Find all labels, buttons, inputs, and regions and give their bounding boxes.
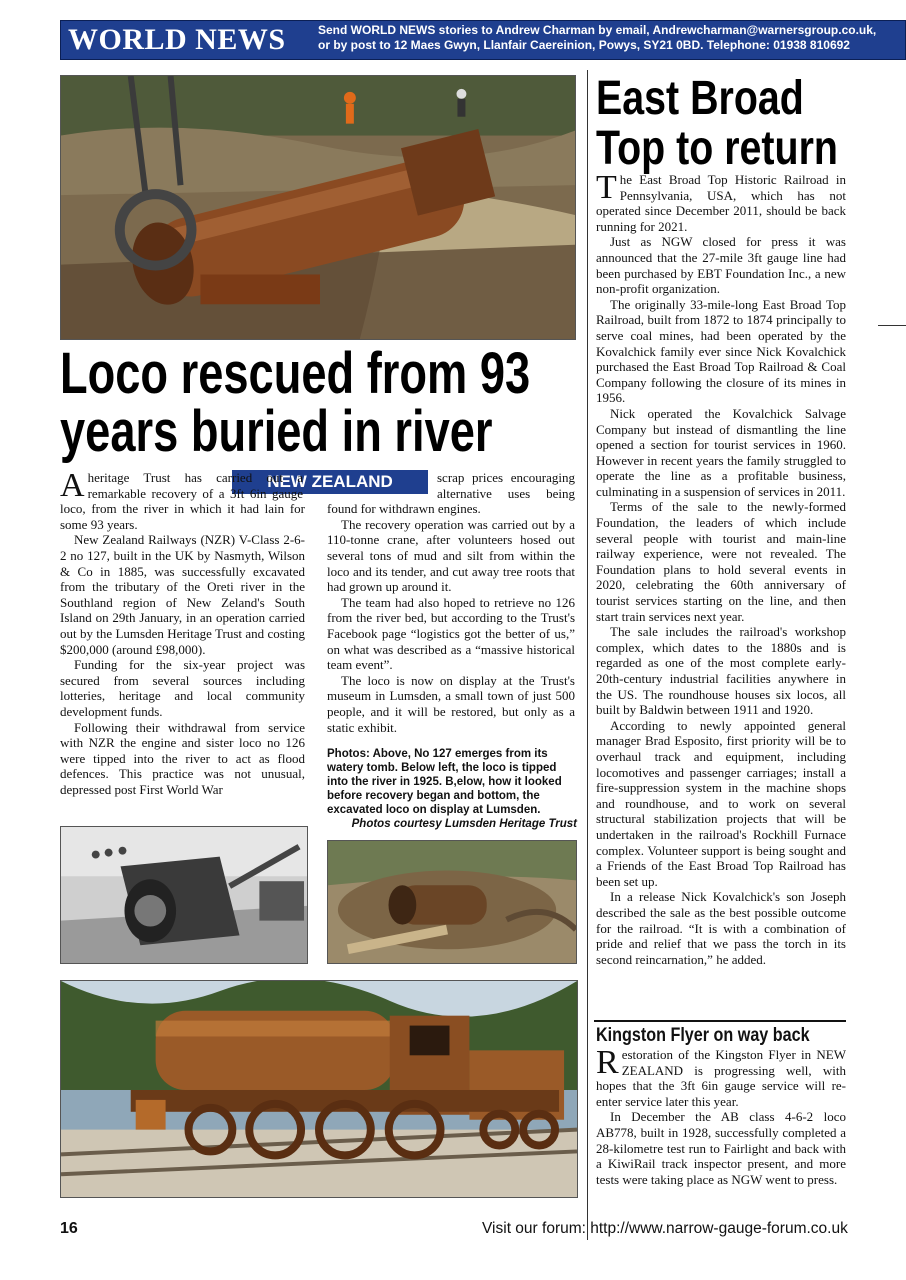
paragraph: The loco is now on display at the Trust's museum in Lumsden, a small town of just 500 people, and it will be restored, but only as a static exhibit. bbox=[327, 672, 575, 735]
column-divider bbox=[587, 70, 588, 1240]
paragraph: In a release Nick Kovalchick's son Joseph described the sale as the best possible outcome for the railroad. “It is with a combination of pride and relief that we pass the torch in its second reincarnation,” he added. bbox=[596, 889, 846, 967]
paragraph: In December the AB class 4-6-2 loco AB778, built in 1928, successfully completed a 28-kilometre test run to Fairlight and back with a KiwiRail track inspector present, and more tests were taking place as NGW went to press. bbox=[596, 1109, 846, 1187]
main-headline bbox=[60, 341, 531, 464]
paragraph: According to newly appointed general manager Brad Esposito, first priority will be to overhaul track and equipment, including locomotives and passenger carriages; install a fire-suppression system in the machine shops and roundhouse, and to work on several structural stabilization projects that will be undertaken in the railroad's Rockhill Furnace complex. Volunteer support is being sought and a Friends of the East Broad Top Railroad has been set up. bbox=[596, 717, 846, 889]
page-number: 16 bbox=[60, 1220, 78, 1237]
paragraph: scrap prices encouraging alternative uses being found for withdrawn engines. bbox=[327, 470, 575, 517]
photo-loco-emerging bbox=[60, 75, 576, 340]
paragraph: The team had also hoped to retrieve no 126 from the river bed, but according to the Trust's Facebook page “logistics got the better of us,” on what was described as a “massive historical team event”. bbox=[327, 594, 575, 673]
kingston-headline: Kingston Flyer on way back bbox=[596, 1025, 810, 1046]
paragraph: New Zealand Railways (NZR) V-Class 2-6-2 no 127, built in the UK by Nasmyth, Wilson & Co in 1885, was successfully excavated from the tributary of the Oreti river in the Southland region of New Zeland's South Island on 29th January, in an operation carried out by the Lumsden Heritage Trust and costing $200,000 (around £98,000). bbox=[60, 532, 305, 657]
dropcap: A bbox=[60, 467, 85, 504]
main-story-column-1 bbox=[60, 467, 305, 797]
photo-caption bbox=[327, 747, 577, 831]
country-banner: NEW ZEALAND bbox=[232, 470, 428, 494]
paragraph: Nick operated the Kovalchick Salvage Company but instead of dismantling the line opened a section for tourist services in 1960. However in recent years the family struggled to operate the line as a profitable business, culminating in a suspension of services in 2011. bbox=[596, 405, 846, 499]
main-headline-line-1: Loco rescued from 93 bbox=[60, 341, 531, 406]
photo-historic-tipping bbox=[60, 826, 308, 964]
side-headline-line-1: East Broad bbox=[596, 72, 804, 125]
contact-info-line-1: Send WORLD NEWS stories to Andrew Charman by email, Andrewcharman@warnersgroup.co.uk, bbox=[318, 23, 877, 37]
margin-rule bbox=[878, 325, 906, 326]
dropcap: R bbox=[596, 1044, 619, 1081]
section-title: WORLD NEWS bbox=[68, 23, 286, 56]
main-story-column-2 bbox=[327, 470, 575, 735]
main-headline-line-2: years buried in river bbox=[60, 399, 493, 464]
paragraph: Just as NGW closed for press it was announced that the 27-mile 3ft gauge line had been purchased by EBT Foundation Inc., a new non-profit organization. bbox=[596, 234, 846, 297]
paragraph: Funding for the six-year project was secured from several sources including lotteries, heritage and local community development funds. bbox=[60, 657, 305, 719]
paragraph: Terms of the sale to the newly-formed Foundation, the leaders of which include several people with tourist and main-line railway experience, were not revealed. The Foundation plans to hold several events in 2020, celebrating the 60th anniversary of tourist services starting on the line, and then start train services next year. bbox=[596, 499, 846, 624]
paragraph: Following their withdrawal from service with NZR the engine and sister loco no 126 were tipped into the river to act as flood defences. This practice was not unusual, depressed post First World War bbox=[60, 719, 305, 797]
contact-info-line-2: or by post to 12 Maes Gwyn, Llanfair Caereinion, Powys, SY21 0BD. Telephone: 01938 810692 bbox=[318, 38, 850, 52]
story-divider bbox=[594, 1020, 846, 1022]
dropcap: T bbox=[596, 169, 617, 206]
photo-loco-display bbox=[60, 980, 578, 1198]
paragraph: heritage Trust has carried out a remarkable recovery of a 3ft 6in gauge loco, from the river in which it had lain for some 93 years. bbox=[60, 470, 305, 532]
kingston-story-body bbox=[596, 1044, 846, 1187]
side-headline bbox=[596, 74, 838, 174]
caption-text: Photos: Above, No 127 emerges from its watery tomb. Below left, the loco is tipped into the river in 1925. B,elow, how it looked before recovery began and bottom, the excavated loco on display at Lumsden. bbox=[327, 748, 562, 816]
photo-credit: Photos courtesy Lumsden Heritage Trust bbox=[351, 818, 577, 830]
side-story-body bbox=[596, 169, 846, 967]
paragraph: estoration of the Kingston Flyer in NEW ZEALAND is progressing well, with hopes that the 3ft 6in gauge service will re-enter service later this year. bbox=[596, 1047, 846, 1109]
contact-info bbox=[318, 23, 903, 53]
paragraph: The recovery operation was carried out by a 110-tonne crane, after volunteers hosed out several tons of mud and silt from within the loco and its tender, and cut away tree roots that had grown up around it. bbox=[327, 516, 575, 595]
side-headline-line-2: Top to return bbox=[596, 122, 838, 175]
forum-link[interactable]: Visit our forum: http://www.narrow-gauge-forum.co.uk bbox=[482, 1220, 848, 1237]
paragraph: The originally 33-mile-long East Broad Top Railroad, built from 1872 to 1874 principally to serve coal mines, had been operated by the Kovalchick family ever since Nick Kovalchick purchased the East Broad Top Railroad & Coal Company following the closure of its mines in 1956. bbox=[596, 296, 846, 406]
paragraph: The sale includes the railroad's workshop complex, which dates to the 1880s and is regarded as one of the most complete early-20th-century industrial facilities anywhere in the US. The roundhouse houses six locos, all built by Baldwin between 1911 and 1920. bbox=[596, 624, 846, 718]
photo-before-recovery bbox=[327, 840, 577, 964]
paragraph: he East Broad Top Historic Railroad in Pennsylvania, USA, which has not operated since December 2011, should be back running for 2021. bbox=[596, 172, 846, 234]
